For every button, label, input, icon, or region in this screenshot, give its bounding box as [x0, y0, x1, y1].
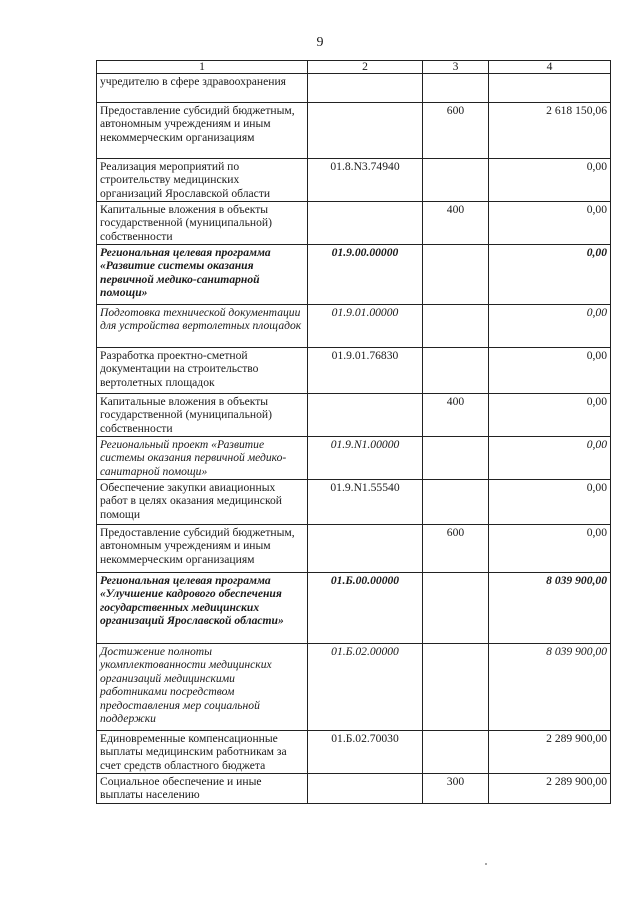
page-number: 9 — [316, 35, 324, 50]
row-amount-cell: 8 039 900,00 — [489, 644, 611, 731]
row-name-cell: Реализация мероприятий по строительству медицинских организаций Ярославской области — [97, 159, 308, 202]
table-row — [97, 774, 611, 804]
table-row — [97, 202, 611, 245]
row-expense-type-cell: 600 — [423, 525, 489, 573]
row-expense-type-cell — [423, 437, 489, 480]
row-name-cell: Достижение полноты укомплектованности медицинских организаций медицинскими работниками посредством предоставления мер социальной поддержки — [97, 644, 308, 731]
row-name-cell: учредителю в сфере здравоохранения — [97, 74, 308, 103]
column-header-3: 3 — [423, 61, 489, 74]
row-code-cell — [308, 103, 423, 159]
row-code-cell: 01.Б.00.00000 — [308, 573, 423, 644]
row-name-cell: Социальное обеспечение и иные выплаты населению — [97, 774, 308, 804]
row-name-cell: Предоставление субсидий бюджетным, автономным учреждениям и иным некоммерческим организациям — [97, 525, 308, 573]
row-code-cell — [308, 525, 423, 573]
table-row — [97, 573, 611, 644]
row-code-cell — [308, 774, 423, 804]
table-row — [97, 245, 611, 305]
row-code-cell: 01.9.N1.00000 — [308, 437, 423, 480]
table-row — [97, 394, 611, 437]
row-amount-cell: 0,00 — [489, 305, 611, 348]
table-row — [97, 159, 611, 202]
row-amount-cell: 2 618 150,06 — [489, 103, 611, 159]
table-row — [97, 305, 611, 348]
row-expense-type-cell: 600 — [423, 103, 489, 159]
row-code-cell: 01.9.00.00000 — [308, 245, 423, 305]
row-code-cell: 01.9.01.76830 — [308, 348, 423, 394]
row-expense-type-cell — [423, 644, 489, 731]
row-code-cell — [308, 202, 423, 245]
row-name-cell: Региональная целевая программа «Улучшение кадрового обеспечения государственных медицинских организаций Ярославской области» — [97, 573, 308, 644]
row-code-cell: 01.Б.02.70030 — [308, 731, 423, 774]
row-name-cell: Обеспечение закупки авиационных работ в целях оказания медицинской помощи — [97, 480, 308, 525]
row-expense-type-cell — [423, 245, 489, 305]
row-expense-type-cell: 400 — [423, 202, 489, 245]
budget-table — [96, 60, 611, 804]
row-expense-type-cell — [423, 480, 489, 525]
row-code-cell — [308, 74, 423, 103]
row-name-cell: Подготовка технической документации для устройства вертолетных площадок — [97, 305, 308, 348]
column-header-2: 2 — [308, 61, 423, 74]
row-amount-cell: 0,00 — [489, 159, 611, 202]
row-amount-cell — [489, 74, 611, 103]
row-amount-cell: 0,00 — [489, 525, 611, 573]
row-expense-type-cell: 300 — [423, 774, 489, 804]
row-name-cell: Капитальные вложения в объекты государственной (муниципальной) собственности — [97, 202, 308, 245]
row-amount-cell: 0,00 — [489, 480, 611, 525]
column-header-4: 4 — [489, 61, 611, 74]
row-amount-cell: 8 039 900,00 — [489, 573, 611, 644]
table-row — [97, 525, 611, 573]
row-code-cell: 01.Б.02.00000 — [308, 644, 423, 731]
row-code-cell: 01.9.N1.55540 — [308, 480, 423, 525]
row-expense-type-cell — [423, 573, 489, 644]
row-amount-cell: 0,00 — [489, 437, 611, 480]
row-name-cell: Региональный проект «Развитие системы оказания первичной медико-санитарной помощи» — [97, 437, 308, 480]
row-name-cell: Региональная целевая программа «Развитие системы оказания первичной медико-санитарной помощи» — [97, 245, 308, 305]
row-expense-type-cell — [423, 74, 489, 103]
row-expense-type-cell — [423, 731, 489, 774]
table-header-row — [97, 61, 611, 74]
column-header-1: 1 — [97, 61, 308, 74]
row-code-cell: 01.8.N3.74940 — [308, 159, 423, 202]
row-name-cell: Предоставление субсидий бюджетным, автономным учреждениям и иным некоммерческим организациям — [97, 103, 308, 159]
row-amount-cell: 2 289 900,00 — [489, 731, 611, 774]
row-amount-cell: 0,00 — [489, 348, 611, 394]
table-row — [97, 731, 611, 774]
row-amount-cell: 0,00 — [489, 245, 611, 305]
row-expense-type-cell — [423, 305, 489, 348]
row-name-cell: Разработка проектно-сметной документации на строительство вертолетных площадок — [97, 348, 308, 394]
row-expense-type-cell — [423, 159, 489, 202]
row-expense-type-cell: 400 — [423, 394, 489, 437]
row-amount-cell: 0,00 — [489, 394, 611, 437]
table-row — [97, 644, 611, 731]
table-row — [97, 74, 611, 103]
row-expense-type-cell — [423, 348, 489, 394]
row-code-cell — [308, 394, 423, 437]
row-code-cell: 01.9.01.00000 — [308, 305, 423, 348]
row-name-cell: Капитальные вложения в объекты государственной (муниципальной) собственности — [97, 394, 308, 437]
table-row — [97, 348, 611, 394]
table-row — [97, 103, 611, 159]
row-amount-cell: 0,00 — [489, 202, 611, 245]
table-row — [97, 480, 611, 525]
table-row — [97, 437, 611, 480]
row-name-cell: Единовременные компенсационные выплаты медицинским работникам за счет средств областного бюджета — [97, 731, 308, 774]
row-amount-cell: 2 289 900,00 — [489, 774, 611, 804]
scan-speck — [485, 863, 487, 865]
